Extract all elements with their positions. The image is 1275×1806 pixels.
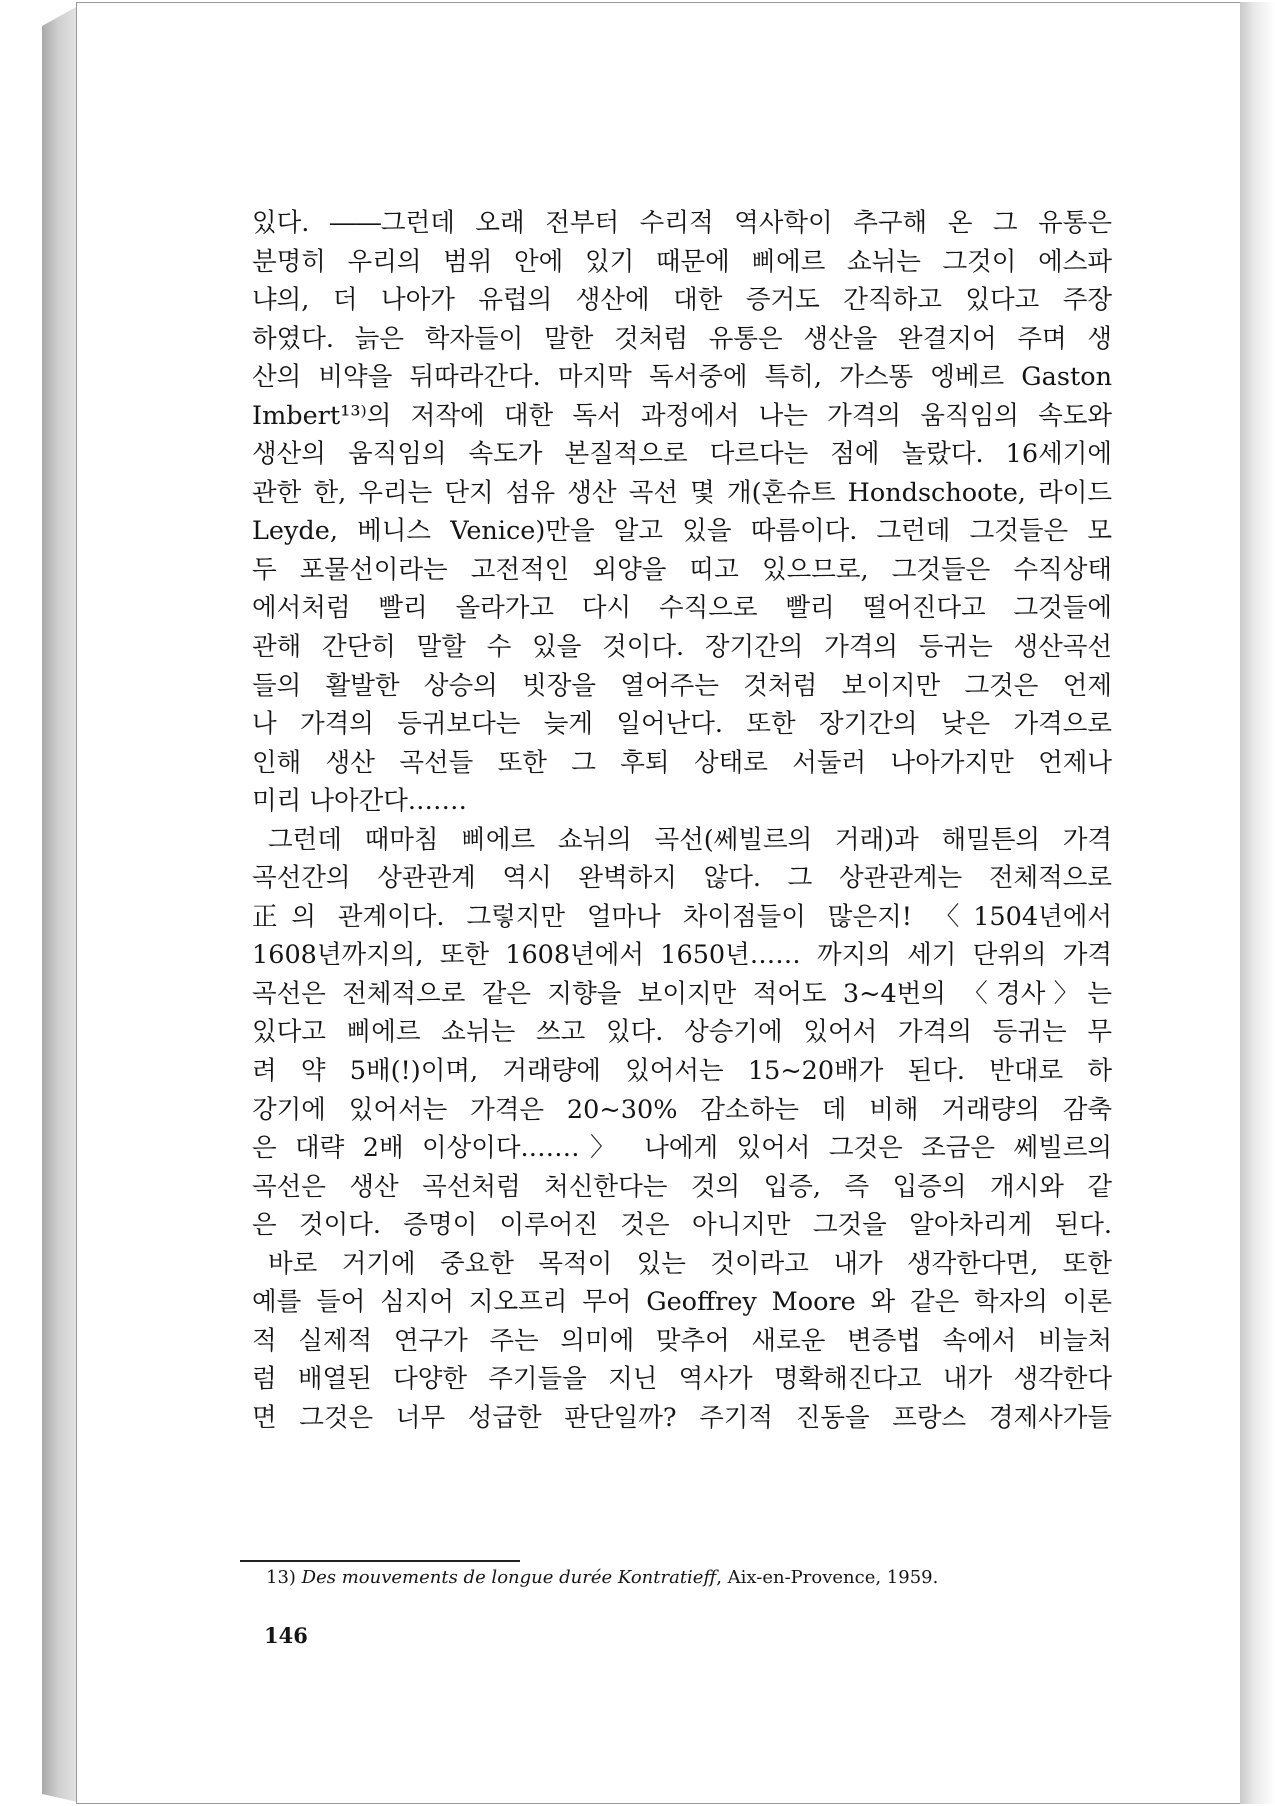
text-line: 곡선은 전체적으로 같은 지향을 보이지만 적어도 3~4번의 〈경사〉는	[252, 978, 1112, 1009]
text-line: 正의 관계이다. 그렇지만 얼마나 차이점들이 많은지! 〈1504년에서	[252, 901, 1112, 932]
text-line: 1608년까지의, 또한 1608년에서 1650년…… 까지의 세기 단위의 가격	[252, 940, 1112, 971]
text-line: 은 것이다. 증명이 이루어진 것은 아니지만 그것을 알아차리게 된다.	[252, 1210, 1112, 1241]
text-line: 생산의 움직임의 속도가 본질적으로 다르다는 점에 놀랐다. 16세기에	[252, 439, 1112, 470]
text-line: 에서처럼 빨리 올라가고 다시 수직으로 빨리 떨어진다고 그것들에	[252, 593, 1112, 624]
footnote-publication: , Aix-en-Provence, 1959.	[716, 1567, 939, 1588]
text-line: 바로 거기에 중요한 목적이 있는 것이라고 내가 생각한다면, 또한	[268, 1248, 1112, 1279]
text-line: 두 포물선이라는 고전적인 외양을 띠고 있으므로, 그것들은 수직상태	[252, 554, 1112, 585]
text-line: 적 실제적 연구가 주는 의미에 맞추어 새로운 변증법 속에서 비늘처	[252, 1325, 1112, 1356]
text-line: 하였다. 늙은 학자들이 말한 것처럼 유통은 생산을 완결지어 주며 생	[252, 323, 1112, 354]
text-line: 럼 배열된 다양한 주기들을 지닌 역사가 명확해진다고 내가 생각한다	[252, 1364, 1112, 1395]
footnote-title: Des mouvements de longue durée Kontratieff	[301, 1567, 717, 1588]
text-line: 있다. ――그런데 오래 전부터 수리적 역사학이 추구해 온 그 유통은	[252, 208, 1112, 238]
text-line: 관해 간단히 말할 수 있을 것이다. 장기간의 가격의 등귀는 생산곡선	[252, 632, 1112, 663]
page-number: 146	[264, 1623, 308, 1648]
body-text	[252, 204, 1112, 1438]
footnote-number: 13)	[266, 1567, 296, 1588]
text-line: 예를 들어 심지어 지오프리 무어 Geoffrey Moore 와 같은 학자의 이론	[252, 1287, 1112, 1318]
text-line: 관한 한, 우리는 단지 섬유 생산 곡선 몇 개(혼슈트 Hondschoote, 라이드	[252, 477, 1112, 508]
text-line: 강기에 있어서는 가격은 20~30% 감소하는 데 비해 거래량의 감축	[252, 1094, 1112, 1125]
text-line: 냐의, 더 나아가 유럽의 생산에 대한 증거도 간직하고 있다고 주장	[252, 285, 1112, 316]
text-line: 려 약 5배(!)이며, 거래량에 있어서는 15~20배가 된다. 반대로 하	[252, 1056, 1112, 1087]
text-line: 들의 활발한 상승의 빗장을 열어주는 것처럼 보이지만 그것은 언제	[252, 670, 1112, 701]
text-line: 곡선은 생산 곡선처럼 처신한다는 것의 입증, 즉 입증의 개시와 같	[252, 1171, 1112, 1202]
text-line: Imbert¹³⁾의 저작에 대한 독서 과정에서 나는 가격의 움직임의 속도와	[252, 400, 1112, 431]
book-spine	[42, 6, 78, 1802]
text-line: 있다고 삐에르 쇼뉘는 쓰고 있다. 상승기에 있어서 가격의 등귀는 무	[252, 1017, 1112, 1048]
page-edge-shadow	[1240, 2, 1275, 1804]
text-line: 산의 비약을 뒤따라간다. 마지막 독서중에 특히, 가스똥 엥베르 Gaston	[252, 362, 1112, 393]
text-line: 곡선간의 상관관계 역시 완벽하지 않다. 그 상관관계는 전체적으로	[252, 863, 1112, 894]
text-line: 분명히 우리의 범위 안에 있기 때문에 삐에르 쇼뉘는 그것이 에스파	[252, 246, 1112, 277]
text-line: 미리 나아간다.……	[252, 786, 468, 817]
footnote-rule	[240, 1560, 520, 1562]
text-line: 인해 생산 곡선들 또한 그 후퇴 상태로 서둘러 나아가지만 언제나	[252, 747, 1112, 778]
text-line: 면 그것은 너무 성급한 판단일까? 주기적 진동을 프랑스 경제사가들	[252, 1402, 1112, 1433]
text-line: Leyde, 베니스 Venice)만을 알고 있을 따름이다. 그런데 그것들은 모	[252, 516, 1112, 547]
text-line: 그런데 때마침 삐에르 쇼뉘의 곡선(쎄빌르의 거래)과 해밀튼의 가격	[268, 824, 1112, 855]
text-line: 은 대략 2배 이상이다.……〉 나에게 있어서 그것은 조금은 쎄빌르의	[252, 1133, 1112, 1164]
text-line: 나 가격의 등귀보다는 늦게 일어난다. 또한 장기간의 낮은 가격으로	[252, 709, 1112, 740]
footnote	[266, 1565, 1126, 1591]
